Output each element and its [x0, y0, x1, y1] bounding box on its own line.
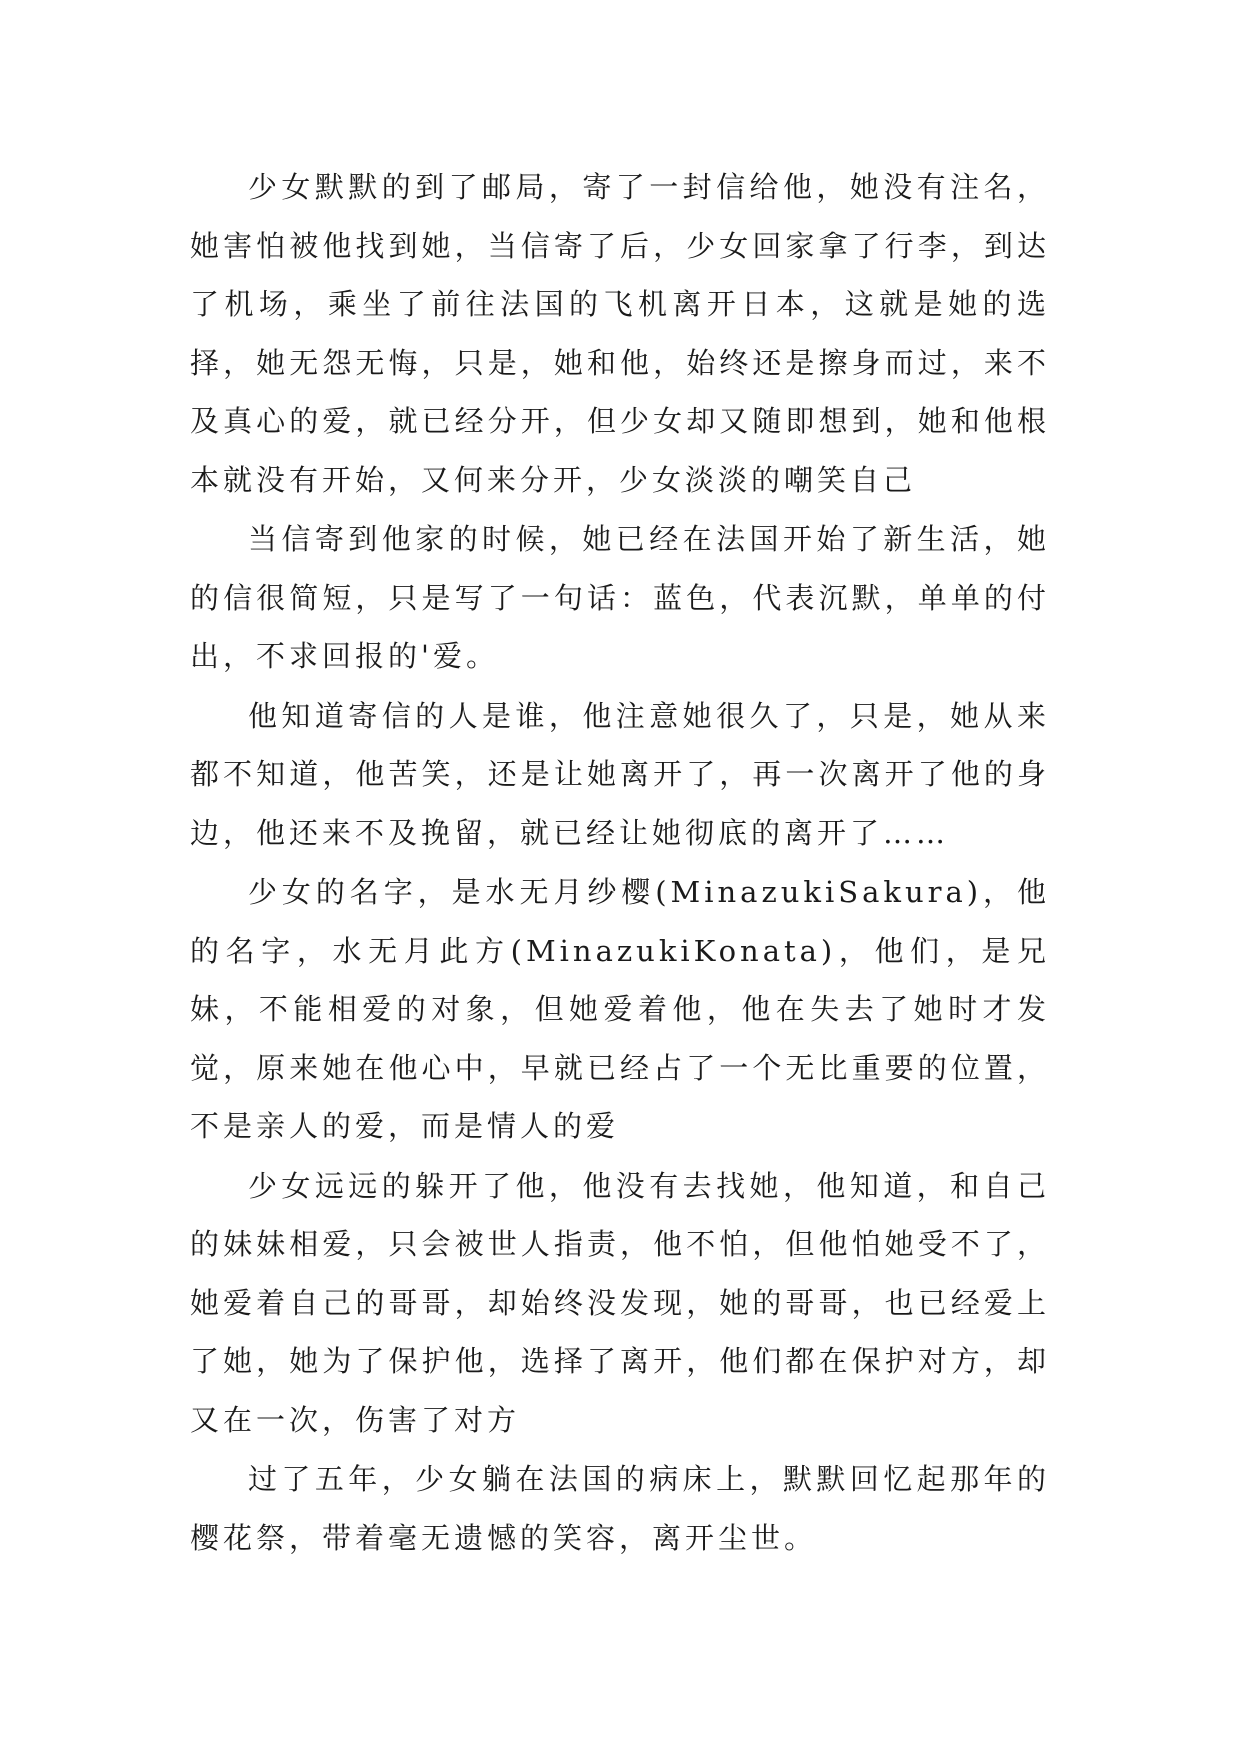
document-body: [190, 158, 1050, 1567]
paragraph-1: 少女默默的到了邮局，寄了一封信给他，她没有注名，她害怕被他找到她，当信寄了后，少女回家拿了行李，到达了机场，乘坐了前往法国的飞机离开日本，这就是她的选择，她无怨无悔，只是，她和他，始终还是擦身而过，来不及真心的爱，就已经分开，但少女却又随即想到，她和他根本就没有开始，又何来分开，少女淡淡的嘲笑自己: [190, 170, 1050, 497]
paragraph-5: 少女远远的躲开了他，他没有去找她，他知道，和自己的妹妹相爱，只会被世人指责，他不怕，但他怕她受不了，她爱着自己的哥哥，却始终没发现，她的哥哥，也已经爱上了她，她为了保护他，选择了离开，他们都在保护对方，却又在一次，伤害了对方: [190, 1168, 1050, 1437]
paragraph-3: 他知道寄信的人是谁，他注意她很久了，只是，她从来都不知道，他苦笑，还是让她离开了，再一次离开了他的身边，他还来不及挽留，就已经让她彻底的离开了……: [190, 698, 1050, 850]
paragraph-6: 过了五年，少女躺在法国的病床上，默默回忆起那年的樱花祭，带着毫无遗憾的笑容，离开尘世。: [190, 1462, 1050, 1555]
paragraph-2: 当信寄到他家的时候，她已经在法国开始了新生活，她的信很简短，只是写了一句话：蓝色，代表沉默，单单的付出，不求回报的'爱。: [190, 522, 1050, 673]
paragraph-4: 少女的名字，是水无月纱樱(MinazukiSakura)，他的名字，水无月此方(MinazukiKonata)，他们，是兄妹，不能相爱的对象，但她爱着他，他在失去了她时才发觉，原来她在他心中，早就已经占了一个无比重要的位置，不是亲人的爱，而是情人的爱: [190, 875, 1050, 1143]
